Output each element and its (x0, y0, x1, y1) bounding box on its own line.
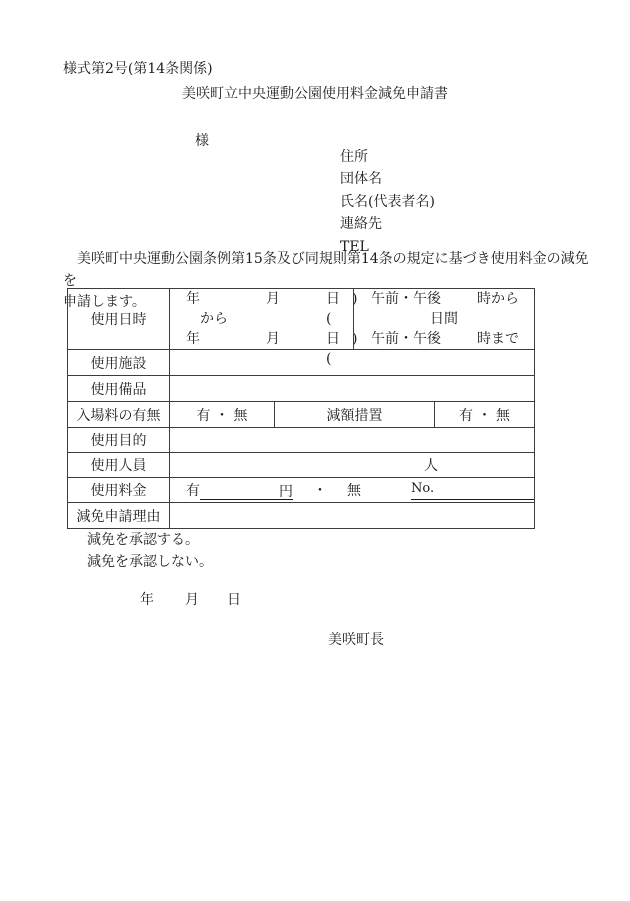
day-paren-open: 日( (326, 291, 340, 327)
table-row-reason (68, 502, 534, 528)
date-month-label: 月 (185, 592, 199, 608)
ampm-label: 午前・午後 (371, 291, 441, 307)
fee-dot: ・ (313, 483, 327, 499)
representative-name-label: 氏名(代表者名) (340, 193, 435, 210)
admission-label: 入場料の有無 (76, 407, 161, 424)
fee-yes-label: 有 (186, 483, 200, 499)
days-label: 日間 (430, 311, 458, 327)
reason-label: 減免申請理由 (76, 508, 161, 525)
date-day-label: 日 (227, 592, 241, 608)
admission-yes-no: 有 ・ 無 (169, 402, 274, 427)
application-table (67, 288, 535, 529)
decision-date-line (140, 589, 241, 609)
fee-number-line: No. (411, 481, 534, 500)
hour-to-label: 時まで (477, 331, 519, 347)
paren-close: ) (352, 291, 358, 307)
table-row-admission (68, 401, 534, 427)
facility-label: 使用施設 (90, 355, 147, 372)
month-label: 月 (266, 331, 280, 347)
group-name-label: 団体名 (340, 171, 382, 188)
deny-line: 減免を承認しない。 (87, 554, 213, 570)
table-row-purpose (68, 427, 534, 452)
reduction-yes-no: 有 ・ 無 (434, 402, 534, 427)
day-paren-open: 日( (326, 331, 340, 367)
fee-no-label: 無 (347, 483, 361, 499)
kara-label: から (200, 311, 228, 327)
reduction-measure-label: 減額措置 (274, 402, 434, 427)
contact-label: 連絡先 (340, 216, 382, 233)
equipment-value-cell (169, 376, 534, 401)
form-number: 様式第2号(第14条関係) (63, 61, 213, 77)
purpose-value-cell (169, 428, 534, 452)
table-row-facility (68, 349, 534, 375)
applicant-block (340, 146, 435, 258)
facility-value-cell (169, 350, 534, 375)
date-year-label: 年 (140, 592, 154, 608)
datetime-label: 使用日時 (90, 312, 147, 328)
datetime-time-cell (353, 289, 534, 349)
mayor-signature-label: 美咲町長 (328, 632, 384, 648)
paren-close: ) (352, 331, 358, 347)
address-label: 住所 (340, 149, 368, 165)
table-row-people (68, 452, 534, 477)
page-title: 美咲町立中央運動公園使用料金減免申請書 (182, 86, 448, 102)
datetime-date-cell (169, 289, 358, 367)
time-to-line (354, 329, 534, 349)
reason-value-cell (169, 503, 534, 528)
year-label: 年 (186, 331, 200, 347)
hour-from-label: 時から (477, 291, 519, 307)
equipment-label: 使用備品 (90, 381, 147, 398)
time-from-line (354, 289, 534, 309)
purpose-label: 使用目的 (90, 433, 147, 449)
fee-label: 使用料金 (90, 483, 147, 499)
fee-amount-line: 円 (200, 481, 293, 500)
people-value-cell (169, 453, 534, 477)
people-label: 使用人員 (90, 458, 147, 474)
month-label: 月 (266, 291, 280, 307)
approve-line: 減免を承認する。 (87, 532, 199, 548)
addressee-sama: 様 (195, 133, 209, 149)
ampm-label: 午前・午後 (371, 331, 441, 347)
tel-label: TEL (340, 238, 369, 255)
body-line-1: 美咲町中央運動公園条例第15条及び同規則第14条の規定に基づき使用料金の減免を (63, 251, 589, 289)
table-row-fee (68, 477, 534, 502)
people-unit-label: 人 (424, 458, 438, 474)
fee-value-cell (169, 478, 534, 502)
date-to-line (170, 329, 358, 367)
body-line-2: 申請します。 (63, 294, 146, 310)
year-label: 年 (186, 291, 200, 307)
table-row-equipment (68, 375, 534, 401)
